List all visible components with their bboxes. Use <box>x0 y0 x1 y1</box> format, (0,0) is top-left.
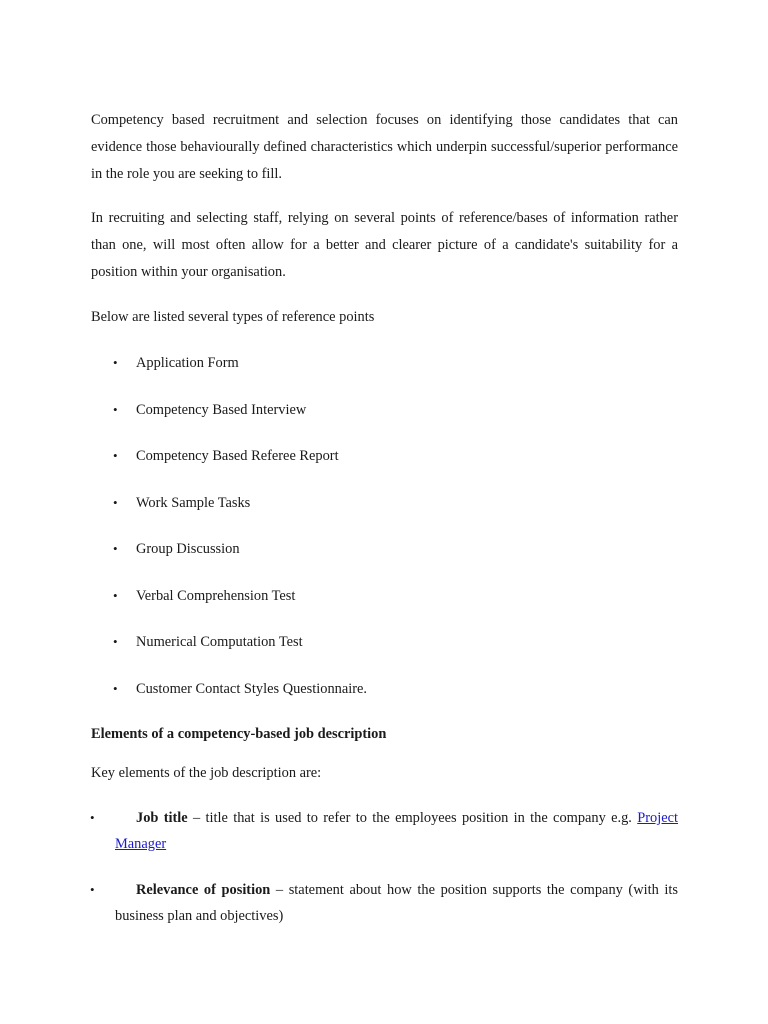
definition-line <box>136 805 678 831</box>
list-item-label: Application Form <box>136 355 239 371</box>
definition-text: title that is used to refer to the employees position in the company e.g. <box>205 810 632 826</box>
list-item-label: Numerical Computation Test <box>136 634 303 650</box>
list-item <box>0 446 768 466</box>
bullet-icon: • <box>113 448 118 463</box>
paragraph-competency-intro: Competency based recruitment and selection focuses on identifying those candidates that can evidence those behaviourally defined characteristics which underpin successful/superior performance in the role you are seeking to fill. <box>91 112 678 182</box>
list-item-label: Work Sample Tasks <box>136 495 251 511</box>
list-item-label: Competency Based Referee Report <box>136 448 339 464</box>
definition-line <box>136 877 678 903</box>
paragraph-reference-points: In recruiting and selecting staff, relying on several points of reference/bases of information rather than one, will most often allow for a better and clearer picture of a candidate's suitability for a position within your organisation. <box>91 210 678 280</box>
key-elements-intro: Key elements of the job description are: <box>91 765 322 781</box>
list-item <box>0 539 768 559</box>
list-item <box>0 679 768 699</box>
bullet-icon: • <box>113 355 118 370</box>
list-item <box>0 586 768 606</box>
bullet-icon: • <box>90 882 95 897</box>
project-manager-link[interactable]: Project <box>637 810 678 826</box>
definition-term: Job title <box>136 810 188 826</box>
list-item <box>0 353 768 373</box>
project-manager-link-continued[interactable]: Manager <box>115 836 167 852</box>
definition-separator: – <box>187 810 206 826</box>
bullet-icon: • <box>90 810 95 825</box>
definition-line-continued: business plan and objectives) <box>115 908 284 924</box>
list-item <box>0 632 768 652</box>
list-item-label: Verbal Comprehension Test <box>136 588 296 604</box>
list-item <box>0 493 768 513</box>
definition-item-job-title <box>0 805 768 857</box>
definition-text: statement about how the position supports the company (with its <box>288 882 679 898</box>
bullet-icon: • <box>113 588 118 603</box>
list-item-label: Customer Contact Styles Questionnaire. <box>136 681 368 697</box>
bullet-icon: • <box>113 541 118 556</box>
list-item-label: Competency Based Interview <box>136 402 307 418</box>
list-item <box>0 400 768 420</box>
bullet-icon: • <box>113 495 118 510</box>
section-heading: Elements of a competency-based job description <box>91 726 387 742</box>
definition-line-continued <box>115 831 166 857</box>
bullet-icon: • <box>113 681 118 696</box>
list-item-label: Group Discussion <box>136 541 240 557</box>
list-intro: Below are listed several types of reference points <box>91 309 375 325</box>
definition-separator: – <box>270 882 289 898</box>
definition-term: Relevance of position <box>136 882 271 898</box>
bullet-icon: • <box>113 634 118 649</box>
definition-item-relevance <box>0 877 768 929</box>
bullet-icon: • <box>113 402 118 417</box>
